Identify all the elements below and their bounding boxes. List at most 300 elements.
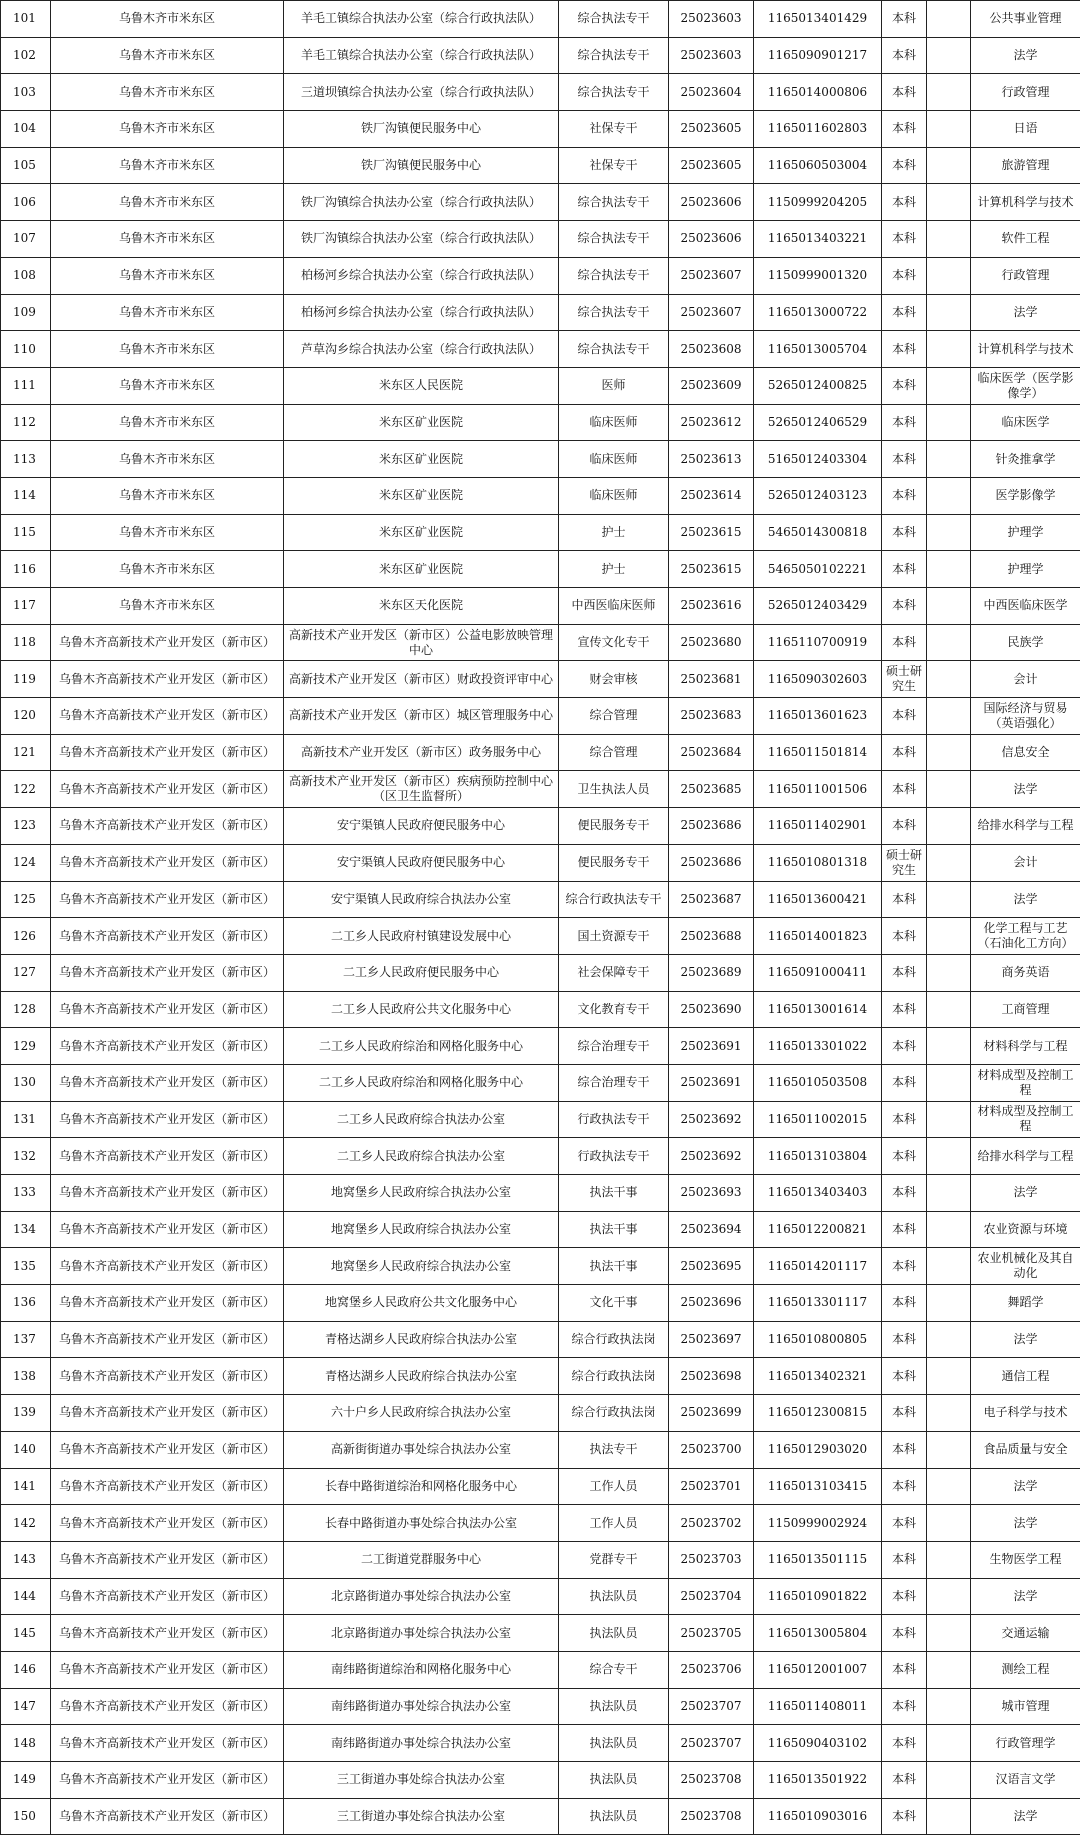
table-row xyxy=(1,1725,1080,1762)
region-cell: 乌鲁木齐高新技术产业开发区（新市区） xyxy=(51,1725,284,1762)
row-number: 119 xyxy=(1,661,51,698)
unit-cell: 米东区人民医院 xyxy=(284,367,559,404)
major-cell: 化学工程与工艺（石油化工方向） xyxy=(971,918,1080,955)
blank-cell xyxy=(927,1358,971,1395)
position-code-cell: 25023691 xyxy=(669,1064,754,1101)
position-cell: 综合执法专干 xyxy=(559,257,669,294)
exam-number-cell: 1150999204205 xyxy=(754,184,882,221)
education-cell: 本科 xyxy=(882,1431,927,1468)
region-cell: 乌鲁木齐高新技术产业开发区（新市区） xyxy=(51,1358,284,1395)
exam-number-cell: 1165060503004 xyxy=(754,147,882,184)
education-cell: 本科 xyxy=(882,1468,927,1505)
major-cell: 日语 xyxy=(971,111,1080,148)
position-code-cell: 25023681 xyxy=(669,661,754,698)
region-cell: 乌鲁木齐高新技术产业开发区（新市区） xyxy=(51,1762,284,1799)
position-cell: 便民服务专干 xyxy=(559,808,669,845)
row-number: 142 xyxy=(1,1505,51,1542)
table-row xyxy=(1,294,1080,331)
major-cell: 旅游管理 xyxy=(971,147,1080,184)
region-cell: 乌鲁木齐高新技术产业开发区（新市区） xyxy=(51,1211,284,1248)
major-cell: 材料成型及控制工程 xyxy=(971,1101,1080,1138)
blank-cell xyxy=(927,698,971,735)
unit-cell: 地窝堡乡人民政府综合执法办公室 xyxy=(284,1248,559,1285)
unit-cell: 南纬路街道办事处综合执法办公室 xyxy=(284,1725,559,1762)
table-row xyxy=(1,771,1080,808)
table-row xyxy=(1,367,1080,404)
unit-cell: 米东区矿业医院 xyxy=(284,514,559,551)
region-cell: 乌鲁木齐高新技术产业开发区（新市区） xyxy=(51,918,284,955)
position-code-cell: 25023612 xyxy=(669,404,754,441)
major-cell: 食品质量与安全 xyxy=(971,1431,1080,1468)
position-cell: 财会审核 xyxy=(559,661,669,698)
major-cell: 软件工程 xyxy=(971,221,1080,258)
unit-cell: 米东区矿业医院 xyxy=(284,477,559,514)
unit-cell: 三工街道办事处综合执法办公室 xyxy=(284,1762,559,1799)
unit-cell: 米东区矿业医院 xyxy=(284,404,559,441)
unit-cell: 米东区天化医院 xyxy=(284,588,559,625)
row-number: 148 xyxy=(1,1725,51,1762)
position-cell: 行政执法专干 xyxy=(559,1101,669,1138)
position-code-cell: 25023693 xyxy=(669,1175,754,1212)
position-code-cell: 25023708 xyxy=(669,1798,754,1835)
education-cell: 本科 xyxy=(882,404,927,441)
position-code-cell: 25023700 xyxy=(669,1431,754,1468)
position-cell: 综合行政执法岗 xyxy=(559,1358,669,1395)
row-number: 149 xyxy=(1,1762,51,1799)
position-code-cell: 25023704 xyxy=(669,1578,754,1615)
exam-number-cell: 1165011001506 xyxy=(754,771,882,808)
region-cell: 乌鲁木齐高新技术产业开发区（新市区） xyxy=(51,844,284,881)
exam-number-cell: 1165013301117 xyxy=(754,1285,882,1322)
major-cell: 国际经济与贸易（英语强化） xyxy=(971,698,1080,735)
region-cell: 乌鲁木齐市米东区 xyxy=(51,514,284,551)
major-cell: 护理学 xyxy=(971,551,1080,588)
position-code-cell: 25023613 xyxy=(669,441,754,478)
major-cell: 行政管理 xyxy=(971,74,1080,111)
education-cell: 本科 xyxy=(882,918,927,955)
table-row xyxy=(1,1028,1080,1065)
position-cell: 国土资源专干 xyxy=(559,918,669,955)
unit-cell: 米东区矿业医院 xyxy=(284,551,559,588)
blank-cell xyxy=(927,441,971,478)
row-number: 121 xyxy=(1,734,51,771)
education-cell: 本科 xyxy=(882,1651,927,1688)
row-number: 107 xyxy=(1,221,51,258)
unit-cell: 二工乡人民政府便民服务中心 xyxy=(284,954,559,991)
exam-number-cell: 1165014001823 xyxy=(754,918,882,955)
blank-cell xyxy=(927,477,971,514)
blank-cell xyxy=(927,1578,971,1615)
blank-cell xyxy=(927,221,971,258)
unit-cell: 铁厂沟镇综合执法办公室（综合行政执法队） xyxy=(284,184,559,221)
education-cell: 本科 xyxy=(882,294,927,331)
position-code-cell: 25023692 xyxy=(669,1101,754,1138)
major-cell: 公共事业管理 xyxy=(971,1,1080,38)
row-number: 101 xyxy=(1,1,51,38)
unit-cell: 地窝堡乡人民政府公共文化服务中心 xyxy=(284,1285,559,1322)
major-cell: 材料成型及控制工程 xyxy=(971,1064,1080,1101)
major-cell: 法学 xyxy=(971,37,1080,74)
row-number: 110 xyxy=(1,331,51,368)
blank-cell xyxy=(927,74,971,111)
education-cell: 本科 xyxy=(882,1248,927,1285)
region-cell: 乌鲁木齐高新技术产业开发区（新市区） xyxy=(51,1138,284,1175)
table-row xyxy=(1,954,1080,991)
major-cell: 法学 xyxy=(971,294,1080,331)
region-cell: 乌鲁木齐高新技术产业开发区（新市区） xyxy=(51,1175,284,1212)
blank-cell xyxy=(927,1468,971,1505)
table-row xyxy=(1,1321,1080,1358)
position-cell: 执法干事 xyxy=(559,1211,669,1248)
position-code-cell: 25023697 xyxy=(669,1321,754,1358)
position-cell: 执法队员 xyxy=(559,1688,669,1725)
row-number: 124 xyxy=(1,844,51,881)
region-cell: 乌鲁木齐高新技术产业开发区（新市区） xyxy=(51,1431,284,1468)
position-code-cell: 25023691 xyxy=(669,1028,754,1065)
row-number: 136 xyxy=(1,1285,51,1322)
education-cell: 本科 xyxy=(882,734,927,771)
position-cell: 行政执法专干 xyxy=(559,1138,669,1175)
position-code-cell: 25023699 xyxy=(669,1395,754,1432)
blank-cell xyxy=(927,184,971,221)
unit-cell: 二工街道党群服务中心 xyxy=(284,1541,559,1578)
blank-cell xyxy=(927,1138,971,1175)
region-cell: 乌鲁木齐市米东区 xyxy=(51,147,284,184)
education-cell: 本科 xyxy=(882,954,927,991)
exam-number-cell: 5265012406529 xyxy=(754,404,882,441)
exam-number-cell: 1150999001320 xyxy=(754,257,882,294)
position-cell: 执法队员 xyxy=(559,1762,669,1799)
position-code-cell: 25023603 xyxy=(669,37,754,74)
region-cell: 乌鲁木齐市米东区 xyxy=(51,588,284,625)
education-cell: 本科 xyxy=(882,1725,927,1762)
region-cell: 乌鲁木齐高新技术产业开发区（新市区） xyxy=(51,1101,284,1138)
row-number: 132 xyxy=(1,1138,51,1175)
unit-cell: 三工街道办事处综合执法办公室 xyxy=(284,1798,559,1835)
position-cell: 便民服务专干 xyxy=(559,844,669,881)
education-cell: 本科 xyxy=(882,991,927,1028)
row-number: 135 xyxy=(1,1248,51,1285)
major-cell: 民族学 xyxy=(971,624,1080,661)
position-code-cell: 25023605 xyxy=(669,111,754,148)
major-cell: 会计 xyxy=(971,661,1080,698)
exam-number-cell: 1165013501922 xyxy=(754,1762,882,1799)
major-cell: 法学 xyxy=(971,1505,1080,1542)
blank-cell xyxy=(927,111,971,148)
blank-cell xyxy=(927,331,971,368)
position-code-cell: 25023689 xyxy=(669,954,754,991)
education-cell: 本科 xyxy=(882,1138,927,1175)
blank-cell xyxy=(927,1798,971,1835)
education-cell: 本科 xyxy=(882,881,927,918)
unit-cell: 芦草沟乡综合执法办公室（综合行政执法队） xyxy=(284,331,559,368)
position-cell: 执法干事 xyxy=(559,1248,669,1285)
position-cell: 执法队员 xyxy=(559,1578,669,1615)
exam-number-cell: 1165013000722 xyxy=(754,294,882,331)
table-row xyxy=(1,74,1080,111)
position-code-cell: 25023604 xyxy=(669,74,754,111)
region-cell: 乌鲁木齐市米东区 xyxy=(51,221,284,258)
row-number: 126 xyxy=(1,918,51,955)
blank-cell xyxy=(927,661,971,698)
blank-cell xyxy=(927,37,971,74)
education-cell: 本科 xyxy=(882,808,927,845)
major-cell: 舞蹈学 xyxy=(971,1285,1080,1322)
position-cell: 护士 xyxy=(559,551,669,588)
table-row xyxy=(1,1798,1080,1835)
education-cell: 本科 xyxy=(882,771,927,808)
region-cell: 乌鲁木齐市米东区 xyxy=(51,111,284,148)
blank-cell xyxy=(927,1248,971,1285)
exam-number-cell: 1165014000806 xyxy=(754,74,882,111)
row-number: 117 xyxy=(1,588,51,625)
education-cell: 硕士研究生 xyxy=(882,844,927,881)
table-row xyxy=(1,881,1080,918)
unit-cell: 三道坝镇综合执法办公室（综合行政执法队） xyxy=(284,74,559,111)
region-cell: 乌鲁木齐市米东区 xyxy=(51,74,284,111)
position-code-cell: 25023702 xyxy=(669,1505,754,1542)
blank-cell xyxy=(927,1285,971,1322)
education-cell: 本科 xyxy=(882,1358,927,1395)
unit-cell: 柏杨河乡综合执法办公室（综合行政执法队） xyxy=(284,257,559,294)
position-cell: 社会保障专干 xyxy=(559,954,669,991)
major-cell: 材料科学与工程 xyxy=(971,1028,1080,1065)
region-cell: 乌鲁木齐市米东区 xyxy=(51,1,284,38)
region-cell: 乌鲁木齐高新技术产业开发区（新市区） xyxy=(51,954,284,991)
table-row xyxy=(1,477,1080,514)
row-number: 120 xyxy=(1,698,51,735)
row-number: 109 xyxy=(1,294,51,331)
exam-number-cell: 1165012200821 xyxy=(754,1211,882,1248)
blank-cell xyxy=(927,1064,971,1101)
blank-cell xyxy=(927,1395,971,1432)
row-number: 105 xyxy=(1,147,51,184)
exam-number-cell: 1165013103804 xyxy=(754,1138,882,1175)
region-cell: 乌鲁木齐高新技术产业开发区（新市区） xyxy=(51,991,284,1028)
region-cell: 乌鲁木齐高新技术产业开发区（新市区） xyxy=(51,1321,284,1358)
exam-number-cell: 5265012403123 xyxy=(754,477,882,514)
row-number: 103 xyxy=(1,74,51,111)
position-code-cell: 25023603 xyxy=(669,1,754,38)
blank-cell xyxy=(927,147,971,184)
region-cell: 乌鲁木齐市米东区 xyxy=(51,404,284,441)
row-number: 128 xyxy=(1,991,51,1028)
exam-number-cell: 1165014201117 xyxy=(754,1248,882,1285)
education-cell: 本科 xyxy=(882,1505,927,1542)
unit-cell: 南纬路街道办事处综合执法办公室 xyxy=(284,1688,559,1725)
position-cell: 综合管理 xyxy=(559,698,669,735)
education-cell: 本科 xyxy=(882,1211,927,1248)
major-cell: 法学 xyxy=(971,1798,1080,1835)
region-cell: 乌鲁木齐市米东区 xyxy=(51,551,284,588)
exam-number-cell: 1165010800805 xyxy=(754,1321,882,1358)
position-code-cell: 25023698 xyxy=(669,1358,754,1395)
unit-cell: 长春中路街道办事处综合执法办公室 xyxy=(284,1505,559,1542)
table-row xyxy=(1,1541,1080,1578)
exam-number-cell: 1165013401429 xyxy=(754,1,882,38)
position-cell: 综合执法专干 xyxy=(559,294,669,331)
position-cell: 综合行政执法岗 xyxy=(559,1321,669,1358)
position-code-cell: 25023615 xyxy=(669,551,754,588)
education-cell: 本科 xyxy=(882,441,927,478)
major-cell: 农业机械化及其自动化 xyxy=(971,1248,1080,1285)
position-code-cell: 25023686 xyxy=(669,844,754,881)
table-row xyxy=(1,37,1080,74)
position-cell: 综合行政执法专干 xyxy=(559,881,669,918)
blank-cell xyxy=(927,991,971,1028)
exam-number-cell: 1165010503508 xyxy=(754,1064,882,1101)
blank-cell xyxy=(927,881,971,918)
exam-number-cell: 1165011602803 xyxy=(754,111,882,148)
position-cell: 综合执法专干 xyxy=(559,74,669,111)
unit-cell: 铁厂沟镇综合执法办公室（综合行政执法队） xyxy=(284,221,559,258)
row-number: 143 xyxy=(1,1541,51,1578)
blank-cell xyxy=(927,1615,971,1652)
major-cell: 临床医学（医学影像学） xyxy=(971,367,1080,404)
position-code-cell: 25023707 xyxy=(669,1725,754,1762)
education-cell: 本科 xyxy=(882,147,927,184)
position-cell: 执法队员 xyxy=(559,1798,669,1835)
major-cell: 行政管理 xyxy=(971,257,1080,294)
education-cell: 本科 xyxy=(882,1321,927,1358)
unit-cell: 高新技术产业开发区（新市区）政务服务中心 xyxy=(284,734,559,771)
region-cell: 乌鲁木齐高新技术产业开发区（新市区） xyxy=(51,1505,284,1542)
exam-number-cell: 5465014300818 xyxy=(754,514,882,551)
blank-cell xyxy=(927,771,971,808)
blank-cell xyxy=(927,1762,971,1799)
row-number: 113 xyxy=(1,441,51,478)
row-number: 137 xyxy=(1,1321,51,1358)
unit-cell: 二工乡人民政府综合执法办公室 xyxy=(284,1101,559,1138)
exam-number-cell: 1165110700919 xyxy=(754,624,882,661)
table-row xyxy=(1,1431,1080,1468)
blank-cell xyxy=(927,367,971,404)
position-code-cell: 25023607 xyxy=(669,257,754,294)
exam-number-cell: 1165013501115 xyxy=(754,1541,882,1578)
position-code-cell: 25023687 xyxy=(669,881,754,918)
position-code-cell: 25023706 xyxy=(669,1651,754,1688)
region-cell: 乌鲁木齐市米东区 xyxy=(51,257,284,294)
row-number: 146 xyxy=(1,1651,51,1688)
unit-cell: 铁厂沟镇便民服务中心 xyxy=(284,147,559,184)
position-cell: 社保专干 xyxy=(559,147,669,184)
table-row xyxy=(1,661,1080,698)
table-row xyxy=(1,1064,1080,1101)
blank-cell xyxy=(927,1725,971,1762)
education-cell: 本科 xyxy=(882,1028,927,1065)
position-code-cell: 25023685 xyxy=(669,771,754,808)
table-row xyxy=(1,1211,1080,1248)
major-cell: 法学 xyxy=(971,1175,1080,1212)
major-cell: 法学 xyxy=(971,881,1080,918)
education-cell: 本科 xyxy=(882,1285,927,1322)
table-row xyxy=(1,1175,1080,1212)
unit-cell: 青格达湖乡人民政府综合执法办公室 xyxy=(284,1358,559,1395)
position-code-cell: 25023694 xyxy=(669,1211,754,1248)
position-code-cell: 25023692 xyxy=(669,1138,754,1175)
education-cell: 本科 xyxy=(882,111,927,148)
region-cell: 乌鲁木齐高新技术产业开发区（新市区） xyxy=(51,1028,284,1065)
blank-cell xyxy=(927,1321,971,1358)
education-cell: 本科 xyxy=(882,477,927,514)
position-cell: 综合管理 xyxy=(559,734,669,771)
position-cell: 综合行政执法岗 xyxy=(559,1395,669,1432)
blank-cell xyxy=(927,734,971,771)
major-cell: 计算机科学与技术 xyxy=(971,184,1080,221)
region-cell: 乌鲁木齐市米东区 xyxy=(51,331,284,368)
education-cell: 本科 xyxy=(882,331,927,368)
exam-number-cell: 1165090302603 xyxy=(754,661,882,698)
exam-number-cell: 1150999002924 xyxy=(754,1505,882,1542)
position-code-cell: 25023684 xyxy=(669,734,754,771)
education-cell: 本科 xyxy=(882,1395,927,1432)
region-cell: 乌鲁木齐高新技术产业开发区（新市区） xyxy=(51,1064,284,1101)
exam-number-cell: 5165012403304 xyxy=(754,441,882,478)
position-code-cell: 25023701 xyxy=(669,1468,754,1505)
exam-number-cell: 1165011408011 xyxy=(754,1688,882,1725)
unit-cell: 二工乡人民政府村镇建设发展中心 xyxy=(284,918,559,955)
exam-number-cell: 1165013402321 xyxy=(754,1358,882,1395)
blank-cell xyxy=(927,1651,971,1688)
position-cell: 文化干事 xyxy=(559,1285,669,1322)
education-cell: 本科 xyxy=(882,74,927,111)
position-cell: 综合专干 xyxy=(559,1651,669,1688)
table-row xyxy=(1,1101,1080,1138)
table-row xyxy=(1,588,1080,625)
row-number: 139 xyxy=(1,1395,51,1432)
table-row xyxy=(1,1248,1080,1285)
position-cell: 综合执法专干 xyxy=(559,184,669,221)
unit-cell: 长春中路街道综治和网格化服务中心 xyxy=(284,1468,559,1505)
education-cell: 本科 xyxy=(882,1101,927,1138)
position-cell: 执法队员 xyxy=(559,1725,669,1762)
table-row xyxy=(1,441,1080,478)
blank-cell xyxy=(927,1175,971,1212)
row-number: 130 xyxy=(1,1064,51,1101)
row-number: 118 xyxy=(1,624,51,661)
table-row xyxy=(1,698,1080,735)
major-cell: 护理学 xyxy=(971,514,1080,551)
table-row xyxy=(1,1,1080,38)
blank-cell xyxy=(927,808,971,845)
position-cell: 临床医师 xyxy=(559,441,669,478)
row-number: 127 xyxy=(1,954,51,991)
position-cell: 执法专干 xyxy=(559,1431,669,1468)
position-cell: 综合执法专干 xyxy=(559,37,669,74)
table-row xyxy=(1,1505,1080,1542)
region-cell: 乌鲁木齐市米东区 xyxy=(51,294,284,331)
region-cell: 乌鲁木齐高新技术产业开发区（新市区） xyxy=(51,1541,284,1578)
row-number: 116 xyxy=(1,551,51,588)
position-code-cell: 25023690 xyxy=(669,991,754,1028)
unit-cell: 安宁渠镇人民政府便民服务中心 xyxy=(284,808,559,845)
major-cell: 测绘工程 xyxy=(971,1651,1080,1688)
major-cell: 法学 xyxy=(971,1578,1080,1615)
position-cell: 护士 xyxy=(559,514,669,551)
blank-cell xyxy=(927,1541,971,1578)
blank-cell xyxy=(927,1505,971,1542)
position-cell: 中西医临床医师 xyxy=(559,588,669,625)
row-number: 129 xyxy=(1,1028,51,1065)
position-code-cell: 25023696 xyxy=(669,1285,754,1322)
major-cell: 针灸推拿学 xyxy=(971,441,1080,478)
region-cell: 乌鲁木齐高新技术产业开发区（新市区） xyxy=(51,1468,284,1505)
position-code-cell: 25023703 xyxy=(669,1541,754,1578)
row-number: 134 xyxy=(1,1211,51,1248)
exam-number-cell: 1165011002015 xyxy=(754,1101,882,1138)
table-row xyxy=(1,111,1080,148)
unit-cell: 地窝堡乡人民政府综合执法办公室 xyxy=(284,1175,559,1212)
